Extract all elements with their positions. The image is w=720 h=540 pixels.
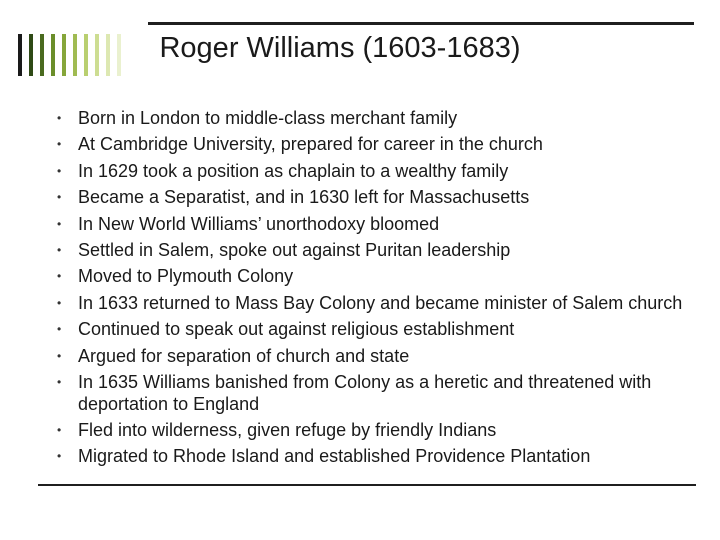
bullet-item [44,446,694,468]
bullet-text: Argued for separation of church and state [78,345,410,366]
bullet-dot-icon: • [57,423,62,438]
bullet-text: Became a Separatist, and in 1630 left for Massachusetts [78,187,530,208]
bullet-item [44,346,694,368]
bullet-dot-icon: • [57,322,62,337]
bullet-item [44,266,694,288]
bullet-text: In 1633 returned to Mass Bay Colony and became minister of Salem church [78,292,683,313]
bullet-dot-icon: • [57,242,62,257]
bottom-divider-line [38,484,696,486]
bullet-item [44,187,694,209]
bullet-dot-icon: • [57,449,62,464]
bullet-text: Born in London to middle-class merchant family [78,108,458,128]
bullet-text: In 1635 Williams banished from Colony as a heretic and threatened with deportation to England [78,371,652,414]
bullet-item [44,214,694,236]
bullet-text: Migrated to Rhode Island and established Providence Plantation [78,446,591,467]
bullet-dot-icon: • [57,374,62,389]
bullet-dot-icon: • [57,137,62,152]
bullet-text: Continued to speak out against religious establishment [78,319,515,340]
bullet-dot-icon: • [57,295,62,310]
bullet-dot-icon: • [57,269,62,284]
bullet-text: Settled in Salem, spoke out against Puritan leadership [78,239,511,260]
bullet-text: Fled into wilderness, given refuge by friendly Indians [78,420,497,441]
bullet-item [44,240,694,262]
bullet-text: In 1629 took a position as chaplain to a wealthy family [78,160,509,181]
bullet-item [44,134,694,156]
bullet-item [44,108,694,130]
bullet-text: In New World Williams’ unorthodoxy bloomed [78,213,440,234]
top-divider-line [148,22,694,25]
slide-title: Roger Williams (1603-1683) [159,32,521,64]
bullet-dot-icon: • [57,348,62,363]
bullet-item [44,293,694,315]
bullet-item [44,372,694,416]
bullet-dot-icon: • [57,190,62,205]
bullet-list [44,108,694,473]
bullet-text: At Cambridge University, prepared for career in the church [78,134,543,155]
bullet-text: Moved to Plymouth Colony [78,266,294,287]
bullet-dot-icon: • [57,111,62,125]
bullet-item [44,161,694,183]
bullet-item [44,319,694,341]
bullet-dot-icon: • [57,163,62,178]
bullet-dot-icon: • [57,216,62,231]
bullet-item [44,420,694,442]
